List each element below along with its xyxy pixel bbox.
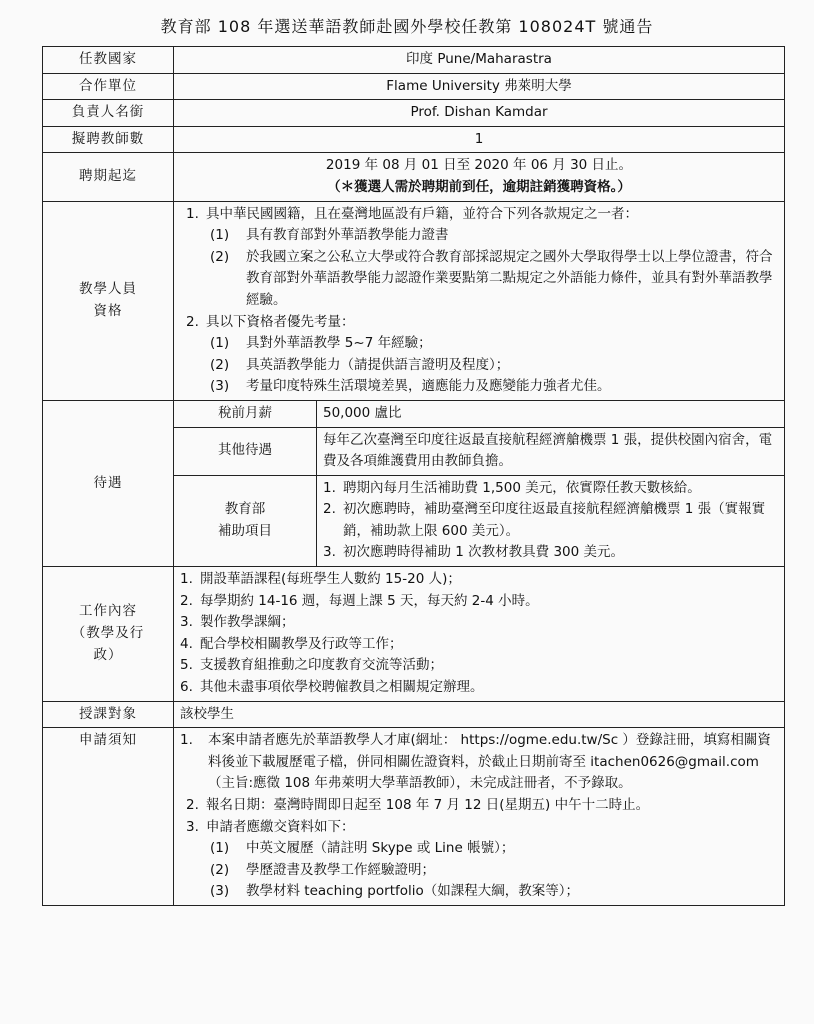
list-item: 6. 其他未盡事項依學校聘僱教員之相關規定辦理。	[180, 679, 484, 696]
count-label: 擬聘教師數	[43, 126, 174, 153]
page-title: 教育部 108 年選送華語教師赴國外學校任教第 108024T 號通告	[160, 17, 654, 36]
list-item: 1. 聘期內每月生活補助費 1,500 美元，依實際任教天數核給。	[323, 479, 701, 496]
list-item: 3. 初次應聘時得補助 1 次教材教具費 300 美元。	[323, 544, 625, 561]
work-list	[174, 567, 785, 702]
head-value: Prof. Dishan Kamdar	[174, 100, 785, 127]
other-value: 每年乙次臺灣至印度往返最直接航程經濟艙機票 1 張，提供校園內宿舍，電費及各項維護費用由教師負擔。	[317, 427, 785, 475]
list-item: 3. 製作教學課綱；	[180, 614, 295, 631]
list-item: 1. 本案申請者應先於華語教學人才庫(網址： https://ogme.edu.tw/Sc ）登錄註冊，填寫相關資料後並下載履歷電子檔，併同相關佐證資料，於截止日期前寄至 itachen0626@gmail.com（主旨:應徵 108 年弗萊明大學華語教師），未完成註冊者，不予錄取。	[180, 732, 771, 792]
list-subitem: (2) 具英語教學能力（請提供語言證明及程度）；	[210, 356, 510, 373]
list-subitem: (3) 考量印度特殊生活環境差異，適應能力及應變能力強者尤佳。	[210, 378, 611, 395]
target-value: 該校學生	[174, 701, 785, 728]
row-unit	[43, 73, 785, 100]
count-value: 1	[174, 126, 785, 153]
target-label: 授課對象	[43, 701, 174, 728]
country-label: 任教國家	[43, 47, 174, 74]
period-label: 聘期起迄	[43, 153, 174, 201]
period-dates: 2019 年 08 月 01 日至 2020 年 06 月 30 日止。	[325, 157, 633, 174]
list-item: 2. 每學期約 14-16 週，每週上課 5 天，每天約 2-4 小時。	[180, 592, 539, 609]
list-item: 1. 開設華語課程(每班學生人數約 15-20 人)；	[180, 571, 461, 588]
apply-list	[174, 728, 785, 906]
work-label-2: （教學及行	[71, 625, 145, 642]
salary-label: 稅前月薪	[174, 401, 317, 427]
list-item: 4. 配合學校相關教學及行政等工作；	[180, 635, 403, 652]
moe-label-2: 補助項目	[218, 522, 272, 539]
list-subitem: (1) 具對外華語教學 5~7 年經驗；	[210, 335, 432, 352]
salary-value: 50,000 盧比	[317, 401, 785, 427]
notice-table	[42, 46, 785, 906]
country-value: 印度 Pune/Maharastra	[174, 47, 785, 74]
row-pay	[43, 400, 785, 566]
list-item: 1. 具中華民國國籍，且在臺灣地區設有戶籍，並符合下列各款規定之一者：	[186, 205, 638, 222]
qual-label-2: 資格	[93, 302, 123, 319]
qual-list	[174, 201, 785, 400]
row-apply	[43, 728, 785, 906]
list-item: 2. 初次應聘時，補助臺灣至印度往返最直接航程經濟艙機票 1 張（實報實銷，補助款上限 600 美元）。	[323, 501, 766, 539]
row-work	[43, 567, 785, 702]
head-label: 負責人名銜	[43, 100, 174, 127]
row-qualification	[43, 201, 785, 400]
apply-label: 申請須知	[43, 728, 174, 906]
row-count	[43, 126, 785, 153]
unit-value: Flame University 弗萊明大學	[174, 73, 785, 100]
list-subitem: (3) 教學材料 teaching portfolio（如課程大綱，教案等）；	[210, 883, 580, 900]
moe-label-1: 教育部	[224, 501, 266, 518]
row-period	[43, 153, 785, 201]
list-item: 2. 報名日期：臺灣時間即日起至 108 年 7 月 12 日(星期五) 中午十二時止。	[186, 797, 650, 813]
row-country	[43, 47, 785, 74]
row-target	[43, 701, 785, 728]
unit-label: 合作單位	[43, 73, 174, 100]
other-label: 其他待遇	[174, 427, 317, 475]
work-label-1: 工作內容	[79, 603, 137, 620]
moe-list	[317, 475, 785, 566]
list-item: 3. 申請者應繳交資料如下：	[186, 818, 355, 835]
pay-label: 待遇	[43, 400, 174, 566]
list-subitem: (1) 中英文履歷（請註明 Skype 或 Line 帳號）；	[210, 840, 515, 857]
list-subitem: (1) 具有教育部對外華語教學能力證書	[210, 227, 449, 244]
period-note: （＊獲選人需於聘期前到任，逾期註銷獲聘資格。）	[327, 178, 631, 195]
list-item: 2. 具以下資格者優先考量：	[186, 313, 355, 330]
row-head	[43, 100, 785, 127]
qual-label-1: 教學人員	[79, 281, 137, 298]
list-item: 5. 支援教育組推動之印度教育交流等活動；	[180, 657, 443, 674]
list-subitem: (2) 學歷證書及教學工作經驗證明；	[210, 861, 435, 878]
work-label-3: 政）	[93, 646, 123, 663]
pay-table	[174, 401, 784, 566]
list-subitem: (2) 於我國立案之公私立大學或符合教育部採認規定之國外大學取得學士以上學位證書，符合教育部對外華語教學能力認證作業要點第二點規定之外語能力條件，並具有對外華語教學經驗。	[210, 248, 773, 308]
